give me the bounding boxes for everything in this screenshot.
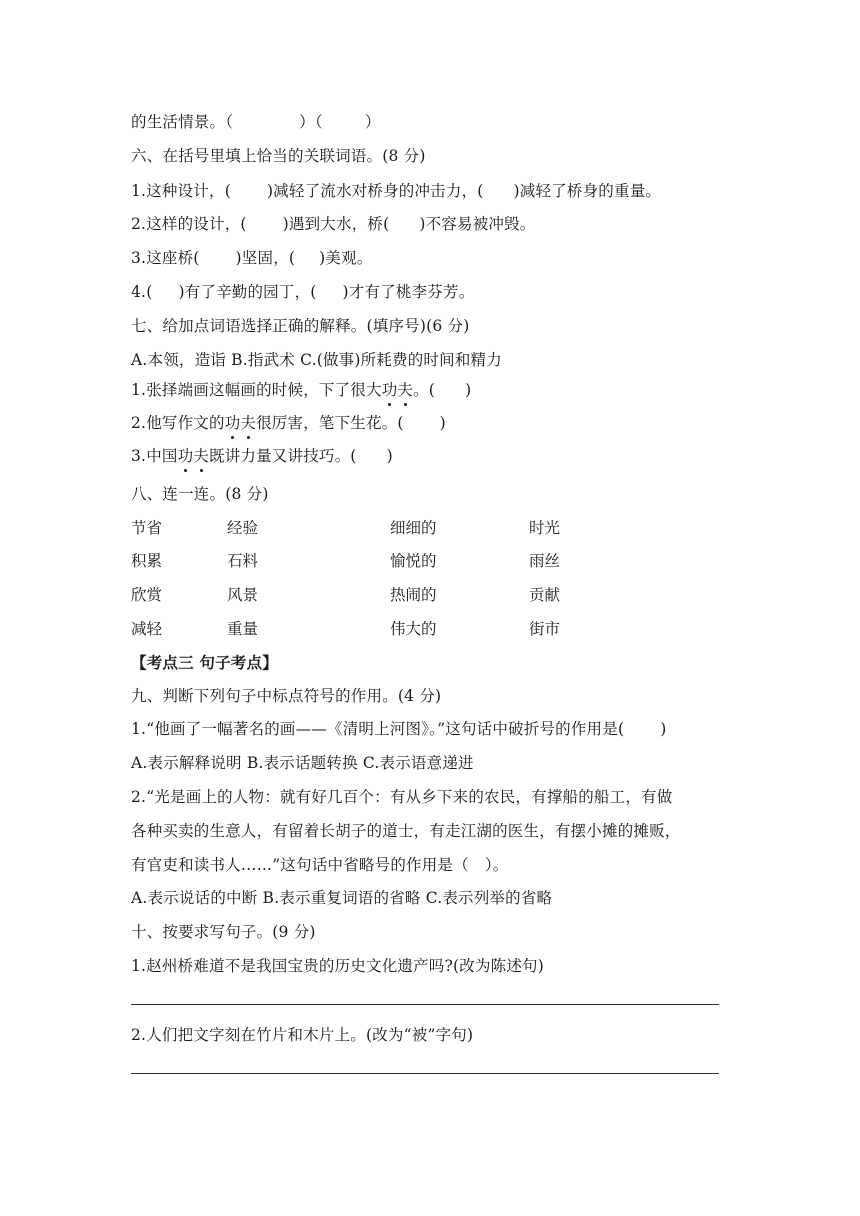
dotted-char: 夫: [193, 447, 209, 465]
match-item[interactable]: 贡献: [529, 586, 561, 604]
section-heading: 八、连一连。(8 分): [131, 485, 269, 503]
dotted-char: 夫: [397, 381, 414, 399]
match-item[interactable]: 愉悦的: [390, 552, 437, 570]
question: 1.赵州桥难道不是我国宝贵的历史文化遗产吗?(改为陈述句): [131, 957, 544, 975]
question: 2.这样的设计，( )遇到大水，桥( )不容易被冲毁。: [131, 215, 536, 233]
section-heading: 六、在括号里填上恰当的关联词语。(8 分): [131, 147, 426, 165]
question: 3.这座桥( )坚固，( )美观。: [131, 249, 373, 267]
section-heading: 七、给加点词语选择正确的解释。(填序号)(6 分): [131, 317, 470, 335]
match-item[interactable]: 热闹的: [390, 586, 437, 604]
dotted-char: 功: [177, 447, 194, 465]
match-item[interactable]: 风景: [227, 586, 259, 604]
dotted-char: 夫: [240, 414, 257, 432]
match-item[interactable]: 重量: [227, 620, 259, 638]
match-item[interactable]: 节省: [131, 519, 163, 537]
answer-line[interactable]: [131, 1073, 719, 1074]
match-item[interactable]: 时光: [529, 519, 561, 537]
question: 2.“光是画上的人物：就有好几百个：有从乡下来的农民，有撑船的船工，有做: [131, 788, 673, 806]
options-line: A.本领，造诣 B.指武术 C.(做事)所耗费的时间和精力: [131, 351, 502, 369]
question-cont: 有官吏和读书人……”这句话中省略号的作用是（ ）。: [131, 856, 509, 874]
dotted-char: 功: [381, 381, 398, 399]
match-item[interactable]: 伟大的: [390, 620, 437, 638]
match-item[interactable]: 减轻: [131, 620, 163, 638]
dotted-char: 功: [224, 414, 241, 432]
match-item[interactable]: 街市: [529, 620, 561, 638]
match-item[interactable]: 雨丝: [529, 552, 561, 570]
question: 2.人们把文字刻在竹片和木片上。(改为“被”字句): [131, 1026, 474, 1044]
section-heading: 九、判断下列句子中标点符号的作用。(4 分): [131, 687, 442, 705]
text-line: 的生活情景。（ ）（ ）: [131, 113, 381, 131]
question: 4.( )有了辛勤的园丁，( )才有了桃李芬芳。: [131, 283, 475, 301]
question: 1.这种设计，( )减轻了流水对桥身的冲击力，( )减轻了桥身的重量。: [131, 182, 662, 200]
question: 1.“他画了一幅著名的画——《清明上河图》。”这句话中破折号的作用是( ): [131, 720, 667, 738]
question-cont: 各种买卖的生意人，有留着长胡子的道士，有走江湖的医生，有摆小摊的摊贩，: [131, 822, 681, 840]
question: 2.他写作文的功夫很厉害，笔下生花。( ): [131, 414, 446, 432]
match-item[interactable]: 欣赏: [131, 586, 163, 604]
topic-heading: 【考点三 句子考点】: [131, 653, 278, 672]
question: 3.中国功夫既讲力量又讲技巧。( ): [131, 447, 393, 465]
section-heading: 十、按要求写句子。(9 分): [131, 923, 316, 941]
match-item[interactable]: 石料: [227, 552, 259, 570]
options-line: A.表示解释说明 B.表示话题转换 C.表示语意递进: [131, 754, 474, 772]
question: 1.张择端画这幅画的时候，下了很大功夫。( ): [131, 381, 472, 399]
match-item[interactable]: 经验: [227, 519, 259, 537]
match-item[interactable]: 积累: [131, 552, 163, 570]
match-item[interactable]: 细细的: [390, 519, 437, 537]
answer-line[interactable]: [131, 1004, 719, 1005]
options-line: A.表示说话的中断 B.表示重复词语的省略 C.表示列举的省略: [131, 889, 553, 907]
